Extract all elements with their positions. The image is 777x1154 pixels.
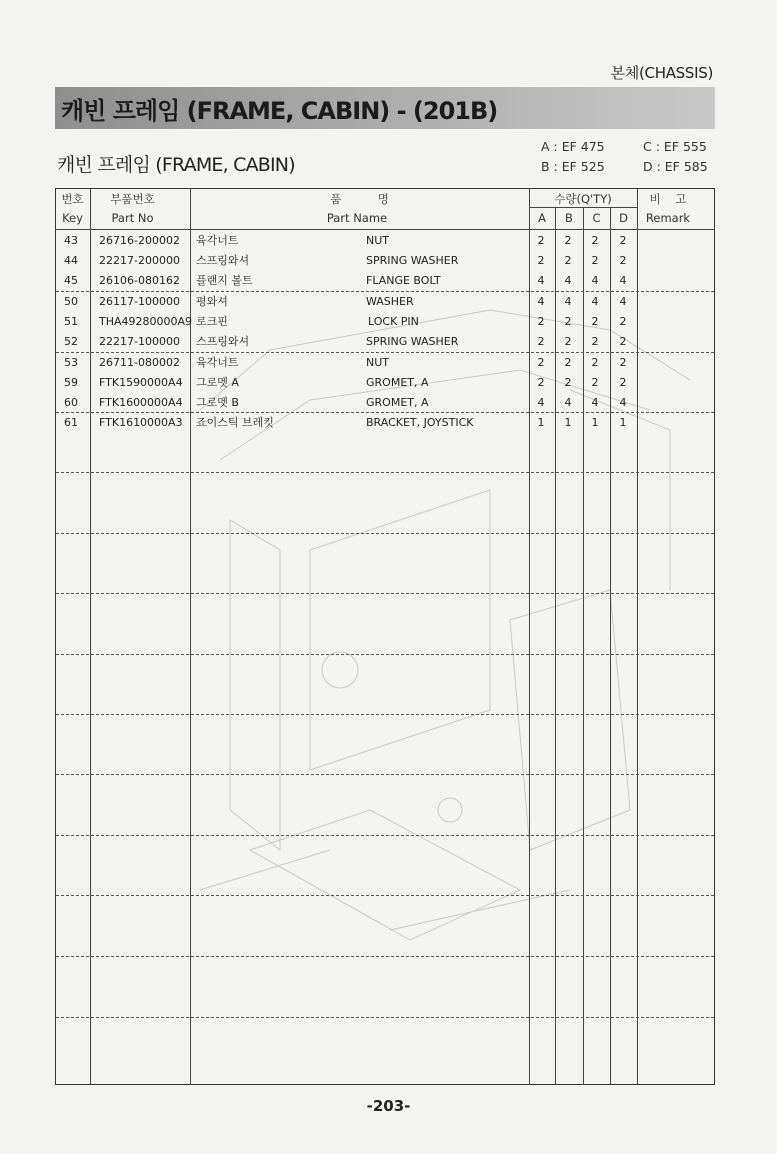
group-separator xyxy=(56,291,714,292)
row-key: 45 xyxy=(64,274,78,287)
row-qty-b: 2 xyxy=(564,356,572,369)
row-part-no: 26117-100000 xyxy=(99,295,180,308)
model-b: B : EF 525 xyxy=(541,159,605,174)
row-part-no: 22217-200000 xyxy=(99,254,180,267)
group-separator xyxy=(56,352,714,353)
row-part-no: 22217-100000 xyxy=(99,335,180,348)
group-separator xyxy=(56,533,714,534)
row-qty-a: 4 xyxy=(537,274,545,287)
row-qty-a: 1 xyxy=(537,416,545,429)
row-qty-b: 2 xyxy=(564,315,572,328)
group-separator xyxy=(56,1017,714,1018)
row-qty-a: 2 xyxy=(537,356,545,369)
row-qty-c: 2 xyxy=(591,315,599,328)
group-separator xyxy=(56,472,714,473)
row-qty-a: 2 xyxy=(537,335,545,348)
row-name-ko: 육각너트 xyxy=(196,234,239,247)
page-title: 캐빈 프레임 (FRAME, CABIN) - (201B) xyxy=(61,97,498,125)
row-qty-b: 2 xyxy=(564,376,572,389)
row-name-en: NUT xyxy=(366,356,389,369)
title-bar xyxy=(55,87,715,129)
row-part-no: 26716-200002 xyxy=(99,234,180,247)
header-key-en: Key xyxy=(62,211,83,225)
row-key: 53 xyxy=(64,356,78,369)
row-qty-c: 2 xyxy=(591,356,599,369)
qty-header-divider xyxy=(529,207,637,208)
row-qty-c: 4 xyxy=(591,295,599,308)
row-qty-c: 2 xyxy=(591,376,599,389)
row-qty-b: 4 xyxy=(564,396,572,409)
column-divider xyxy=(555,207,556,1085)
row-qty-a: 2 xyxy=(537,254,545,267)
group-separator xyxy=(56,654,714,655)
row-name-en: NUT xyxy=(366,234,389,247)
column-divider xyxy=(637,188,638,1085)
row-qty-d: 2 xyxy=(619,254,627,267)
row-qty-d: 2 xyxy=(619,335,627,348)
row-qty-a: 4 xyxy=(537,396,545,409)
row-key: 61 xyxy=(64,416,78,429)
row-qty-c: 2 xyxy=(591,254,599,267)
row-qty-c: 1 xyxy=(591,416,599,429)
row-qty-b: 4 xyxy=(564,295,572,308)
row-key: 52 xyxy=(64,335,78,348)
row-qty-c: 4 xyxy=(591,274,599,287)
row-part-no: THA49280000A9 xyxy=(99,315,193,328)
row-qty-d: 2 xyxy=(619,376,627,389)
row-name-en: GROMET, A xyxy=(366,376,429,389)
group-separator xyxy=(56,895,714,896)
header-bottom-line xyxy=(55,229,715,230)
page-number: -203- xyxy=(366,1097,411,1115)
row-name-ko: 평와셔 xyxy=(196,295,228,308)
header-partno-en: Part No xyxy=(111,211,154,225)
row-part-no: FTK1600000A4 xyxy=(99,396,183,409)
header-key-ko: 번호 xyxy=(61,192,84,206)
row-name-ko: 그로멧 B xyxy=(196,396,239,409)
group-separator xyxy=(56,593,714,594)
row-qty-d: 1 xyxy=(619,416,627,429)
row-name-en: WASHER xyxy=(366,295,414,308)
row-qty-b: 2 xyxy=(564,254,572,267)
model-d: D : EF 585 xyxy=(643,159,708,174)
header-qty: 수량(Q'TY) xyxy=(554,192,612,206)
row-key: 51 xyxy=(64,315,78,328)
row-key: 60 xyxy=(64,396,78,409)
row-name-ko: 그로멧 A xyxy=(196,376,239,389)
row-name-en: LOCK PIN xyxy=(368,315,419,328)
row-qty-c: 4 xyxy=(591,396,599,409)
group-separator xyxy=(56,956,714,957)
row-key: 50 xyxy=(64,295,78,308)
header-name-en: Part Name xyxy=(326,211,388,225)
model-a: A : EF 475 xyxy=(541,139,605,154)
group-separator xyxy=(56,714,714,715)
row-qty-c: 2 xyxy=(591,335,599,348)
header-name-ko: 품 명 xyxy=(330,192,389,206)
header-qty-c: C xyxy=(592,211,601,225)
row-name-ko: 죠이스틱 브레킷 xyxy=(196,416,274,429)
header-qty-b: B xyxy=(565,211,573,225)
row-part-no: FTK1590000A4 xyxy=(99,376,183,389)
section-label: 본체(CHASSIS) xyxy=(610,64,713,82)
row-key: 44 xyxy=(64,254,78,267)
row-part-no: FTK1610000A3 xyxy=(99,416,183,429)
header-remark-en: Remark xyxy=(645,211,691,225)
row-qty-d: 4 xyxy=(619,295,627,308)
row-qty-b: 2 xyxy=(564,234,572,247)
row-key: 59 xyxy=(64,376,78,389)
group-separator xyxy=(56,774,714,775)
row-name-en: FLANGE BOLT xyxy=(366,274,441,287)
row-qty-b: 2 xyxy=(564,335,572,348)
row-name-en: BRACKET, JOYSTICK xyxy=(366,416,474,429)
row-part-no: 26711-080002 xyxy=(99,356,180,369)
column-divider xyxy=(90,188,91,1085)
row-name-ko: 스프링와셔 xyxy=(196,335,250,348)
header-partno-ko: 부품번호 xyxy=(110,192,155,206)
row-name-ko: 스프링와셔 xyxy=(196,254,250,267)
row-name-ko: 플랜지 볼트 xyxy=(196,274,253,287)
row-name-en: GROMET, A xyxy=(366,396,429,409)
row-qty-d: 4 xyxy=(619,396,627,409)
row-qty-a: 4 xyxy=(537,295,545,308)
column-divider xyxy=(610,207,611,1085)
row-qty-d: 2 xyxy=(619,234,627,247)
row-qty-b: 4 xyxy=(564,274,572,287)
header-qty-d: D xyxy=(619,211,628,225)
model-c: C : EF 555 xyxy=(643,139,707,154)
header-qty-a: A xyxy=(538,211,546,225)
row-qty-a: 2 xyxy=(537,234,545,247)
row-name-en: SPRING WASHER xyxy=(366,335,459,348)
row-qty-b: 1 xyxy=(564,416,572,429)
row-qty-a: 2 xyxy=(537,376,545,389)
subtitle: 캐빈 프레임 (FRAME, CABIN) xyxy=(57,154,295,176)
row-name-ko: 로크핀 xyxy=(196,315,228,328)
row-qty-d: 2 xyxy=(619,356,627,369)
row-name-en: SPRING WASHER xyxy=(366,254,459,267)
row-qty-c: 2 xyxy=(591,234,599,247)
row-qty-a: 2 xyxy=(537,315,545,328)
row-part-no: 26106-080162 xyxy=(99,274,180,287)
row-qty-d: 4 xyxy=(619,274,627,287)
group-separator xyxy=(56,835,714,836)
row-name-ko: 육각너트 xyxy=(196,356,239,369)
row-key: 43 xyxy=(64,234,78,247)
row-qty-d: 2 xyxy=(619,315,627,328)
header-remark-ko: 비 고 xyxy=(649,192,687,206)
group-separator xyxy=(56,412,714,413)
